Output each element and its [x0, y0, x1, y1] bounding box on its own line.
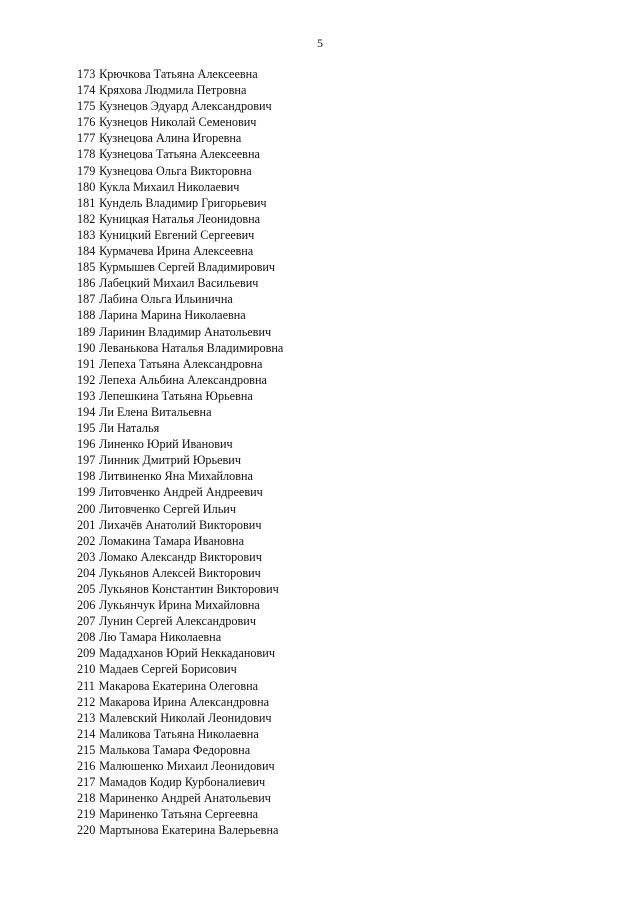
entry-name: Кундель Владимир Григорьевич [99, 194, 267, 210]
entry-number: 204 [77, 564, 96, 580]
entry-name: Куницкий Евгений Сергеевич [99, 226, 255, 242]
list-item [77, 822, 283, 838]
entry-name: Макарова Екатерина Олеговна [98, 677, 259, 693]
list-item [77, 806, 283, 822]
entry-name: Лепеха Татьяна Александровна [99, 355, 263, 371]
entry-number: 176 [77, 114, 96, 130]
list-item [77, 146, 283, 162]
entry-number: 183 [77, 226, 96, 242]
list-item [77, 468, 283, 484]
entry-name: Ли Елена Витальевна [99, 403, 212, 419]
list-item [77, 324, 283, 340]
entry-name: Кузнецова Татьяна Алексеевна [99, 146, 260, 162]
list-item [77, 452, 283, 468]
list-item [77, 307, 283, 323]
entry-number: 207 [77, 613, 96, 629]
list-item [77, 372, 283, 388]
list-item [77, 645, 283, 661]
entry-number: 213 [77, 709, 96, 725]
entry-name: Макарова Ирина Александровна [99, 693, 270, 709]
entry-name: Курмышев Сергей Владимирович [99, 259, 276, 275]
entry-name: Лукьянов Алексей Викторович [99, 564, 261, 580]
entry-number: 205 [77, 581, 96, 596]
entry-number: 209 [77, 645, 96, 661]
list-item [77, 243, 283, 259]
entry-name: Мамадов Кодир Курбоналиевич [99, 774, 266, 790]
entry-name: Курмачева Ирина Алексеевна [99, 243, 254, 259]
entry-name: Лукьянчук Ирина Михайловна [99, 597, 260, 613]
entry-name: Мариненко Андрей Анатольевич [99, 790, 271, 806]
list-item [77, 710, 283, 726]
entry-number: 181 [77, 194, 96, 210]
entry-number: 196 [77, 436, 96, 452]
list-item [77, 549, 283, 565]
entry-name: Маликова Татьяна Николаевна [99, 725, 259, 741]
list-item [77, 227, 283, 243]
list-item [77, 420, 283, 436]
list-item [77, 517, 283, 533]
list-item [77, 356, 283, 372]
entry-number: 193 [77, 387, 96, 403]
entry-name: Литовченко Андрей Андреевич [99, 484, 263, 500]
list-item [77, 98, 283, 114]
list-item [77, 758, 283, 774]
list-item [77, 501, 283, 517]
entry-name: Ли Наталья [99, 420, 160, 436]
entry-number: 215 [77, 741, 96, 757]
entry-name: Лабина Ольга Ильинична [99, 291, 233, 307]
list-item [77, 195, 283, 211]
entry-number: 206 [77, 597, 96, 613]
list-item [77, 130, 283, 146]
entry-number: 191 [77, 355, 96, 371]
list-item [77, 163, 283, 179]
list-item [77, 678, 283, 694]
entry-number: 192 [77, 371, 96, 387]
entry-number: 197 [77, 452, 96, 468]
entry-name: Литвиненко Яна Михайловна [99, 468, 253, 484]
entry-name: Мададханов Юрий Неккаданович [99, 645, 276, 661]
list-item [77, 388, 283, 404]
entry-name: Ларинин Владимир Анатольевич [99, 323, 272, 339]
entry-number: 195 [77, 420, 96, 436]
entry-name: Ларина Марина Николаевна [99, 307, 246, 323]
entry-number: 199 [77, 484, 96, 500]
list-item [77, 436, 283, 452]
entry-number: 202 [77, 532, 96, 548]
list-item [77, 629, 283, 645]
page-number: 5 [317, 36, 323, 50]
entry-number: 214 [77, 725, 96, 741]
list-item [77, 774, 283, 790]
entry-name: Линенко Юрий Иванович [99, 436, 233, 452]
entry-number: 188 [77, 307, 96, 323]
entry-number: 200 [77, 500, 96, 516]
entry-name: Мадаев Сергей Борисович [99, 661, 237, 677]
entry-name: Лунин Сергей Александрович [99, 613, 256, 629]
list-item [77, 275, 283, 291]
entry-number: 211 [77, 677, 95, 693]
entry-number: 198 [77, 468, 96, 484]
list-item [77, 661, 283, 677]
list-item [77, 114, 283, 130]
entry-name: Ломако Александр Викторович [99, 548, 262, 564]
entry-number: 178 [77, 146, 96, 162]
list-item [77, 613, 283, 629]
entry-number: 210 [77, 661, 96, 677]
entry-name: Малькова Тамара Федоровна [99, 741, 251, 757]
list-item [77, 597, 283, 613]
entry-name: Литовченко Сергей Ильич [99, 500, 236, 516]
list-item [77, 581, 283, 597]
name-list [77, 66, 283, 839]
list-item [77, 742, 283, 758]
entry-number: 186 [77, 275, 96, 291]
entry-number: 187 [77, 291, 96, 307]
entry-name: Линник Дмитрий Юрьевич [99, 452, 242, 468]
list-item [77, 259, 283, 275]
entry-number: 184 [77, 243, 96, 259]
entry-number: 219 [77, 806, 96, 822]
entry-number: 182 [77, 210, 96, 226]
entry-number: 175 [77, 98, 96, 114]
list-item [77, 66, 283, 82]
entry-number: 173 [77, 66, 96, 81]
list-item [77, 404, 283, 420]
entry-name: Кузнецова Ольга Викторовна [99, 162, 252, 178]
entry-name: Ломакина Тамара Ивановна [99, 532, 245, 548]
entry-number: 180 [77, 178, 96, 194]
entry-number: 179 [77, 162, 96, 178]
list-item [77, 340, 283, 356]
entry-name: Кузнецова Алина Игоревна [99, 130, 242, 146]
entry-number: 185 [77, 259, 96, 275]
list-item [77, 694, 283, 710]
entry-name: Малюшенко Михаил Леонидович [99, 758, 275, 774]
entry-number: 174 [77, 82, 96, 98]
entry-name: Куницкая Наталья Леонидовна [99, 210, 261, 226]
entry-name: Лихачёв Анатолий Викторович [99, 516, 262, 532]
list-item [77, 726, 283, 742]
entry-name: Кузнецов Эдуард Александрович [99, 98, 272, 114]
list-item [77, 82, 283, 98]
entry-number: 201 [77, 516, 96, 532]
entry-number: 208 [77, 629, 96, 645]
entry-number: 212 [77, 693, 96, 709]
entry-number: 220 [77, 822, 96, 838]
list-item [77, 291, 283, 307]
list-item [77, 790, 283, 806]
entry-name: Лабецкий Михаил Васильевич [99, 275, 259, 291]
entry-name: Мартынова Екатерина Валерьевна [99, 822, 279, 838]
entry-number: 190 [77, 339, 96, 355]
entry-name: Кряхова Людмила Петровна [99, 82, 247, 98]
list-item [77, 565, 283, 581]
entry-number: 203 [77, 548, 96, 564]
entry-name: Малевский Николай Леонидович [99, 709, 272, 725]
entry-name: Крючкова Татьяна Алексеевна [99, 66, 258, 81]
list-item [77, 533, 283, 549]
entry-name: Кузнецов Николай Семенович [99, 114, 257, 130]
entry-name: Лепешкина Татьяна Юрьевна [99, 387, 253, 403]
entry-name: Мариненко Татьяна Сергеевна [99, 806, 259, 822]
list-item [77, 484, 283, 500]
entry-number: 217 [77, 774, 96, 790]
entry-number: 189 [77, 323, 96, 339]
entry-number: 218 [77, 790, 96, 806]
entry-name: Лю Тамара Николаевна [99, 629, 222, 645]
entry-name: Леванькова Наталья Владимировна [99, 339, 284, 355]
entry-number: 177 [77, 130, 96, 146]
entry-name: Кукла Михаил Николаевич [99, 178, 240, 194]
list-item [77, 179, 283, 195]
entry-number: 194 [77, 403, 96, 419]
list-item [77, 211, 283, 227]
entry-name: Лепеха Альбина Александровна [99, 371, 267, 387]
entry-number: 216 [77, 758, 96, 774]
entry-name: Лукьянов Константин Викторович [99, 581, 279, 596]
